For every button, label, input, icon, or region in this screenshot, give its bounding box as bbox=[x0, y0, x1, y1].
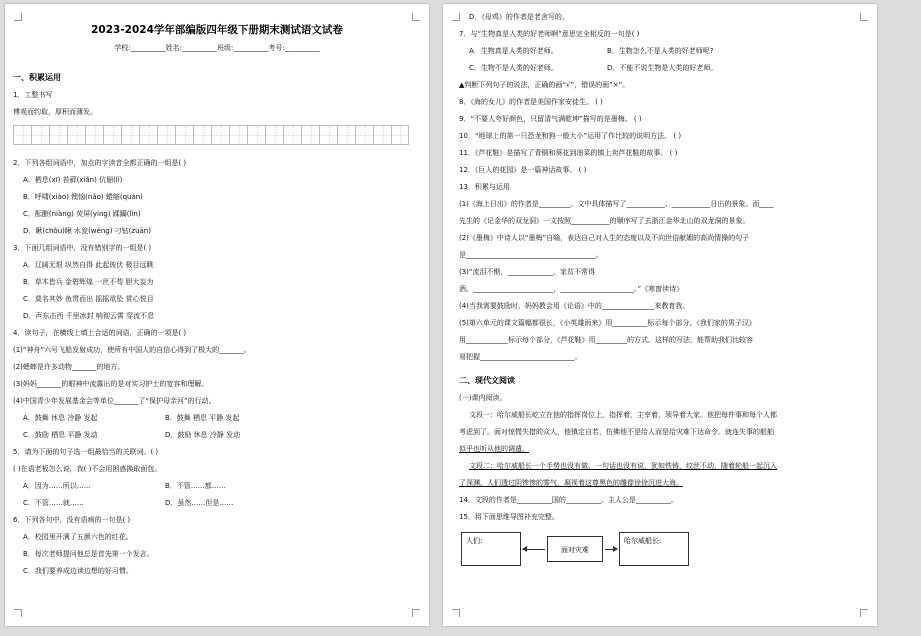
student-info-line: 学校:__________姓名:__________班级:__________考号:__________ bbox=[114, 44, 320, 52]
option-line: A．校园里开满了五颜六色的红花。 bbox=[23, 533, 133, 541]
question-line: 3．下面几组词语中，没有错别字的一组是( ) bbox=[13, 244, 152, 252]
option-c: C．生物不是人类的好老师。 bbox=[469, 64, 558, 72]
option-line: C．我们要养成边读边想的好习惯。 bbox=[23, 567, 133, 575]
mind-map-left-box[interactable] bbox=[461, 532, 521, 566]
page-corner-mark bbox=[452, 609, 460, 617]
question-line: (5)第六单元的课文篇幅都很长，《小英雄雨来》用__________标示每个部分，《我们家的男子汉》 bbox=[459, 319, 756, 327]
option-row bbox=[459, 47, 867, 56]
question-line: (1)“神舟”六号飞船发射成功，使所有中国人的自信心得到了极大的_______。 bbox=[13, 346, 251, 354]
passage-line: 文段二：哈尔威船长一个手势也没有做，一句话也没有说，犹如铁铸，纹丝不动，随着轮船一起沉入 bbox=[469, 462, 777, 470]
option-a: A．鼓舞 休息 冷静 发起 bbox=[23, 414, 98, 422]
question-line: ( )在语老板怎么说，我( )不会用困惑换取面包。 bbox=[13, 465, 162, 473]
question-line: 用____________标示每个部分，《芦花鞋》用_________的方式。这样的写法，能帮助我们比较容 bbox=[459, 336, 753, 344]
question-line: (4)当我需要鼓励时，妈妈教会用《论语》中的_______________来教育我。 bbox=[459, 302, 690, 310]
passage-line: 似乎也听从他的调遣。 bbox=[459, 445, 529, 453]
option-b: B．生物怎么不是人类的好老师呢? bbox=[607, 47, 714, 55]
option-b: B．鼓舞 栖息 平静 发起 bbox=[165, 414, 240, 422]
exam-page-1 bbox=[5, 4, 429, 626]
option-b: B．不管……都…… bbox=[165, 482, 226, 490]
option-row bbox=[13, 482, 421, 491]
question-line: (4)中国青少年发展基金会等单位_______了“保护母亲河”的行动。 bbox=[13, 397, 216, 405]
subsection-heading: (一)课内阅读。 bbox=[459, 394, 507, 402]
mind-map-diagram bbox=[459, 530, 867, 570]
page-corner-mark bbox=[860, 609, 868, 617]
question-line: 是_____________________________________。 bbox=[459, 251, 603, 259]
section-heading: 二、现代文阅读 bbox=[459, 376, 515, 385]
handwriting-grid[interactable] bbox=[13, 125, 413, 145]
mind-map-left-label: 人们: bbox=[466, 537, 483, 545]
question-line: 1．工整书写 bbox=[13, 91, 53, 99]
option-a: A．生物真是人类的好老师。 bbox=[469, 47, 558, 55]
question-line: 7．与“生物真是人类的好老师啊”意思完全相反的一句是( ) bbox=[459, 30, 640, 38]
passage-line: 考虑到了。面对惊慌失措的众人，他镇定自若，仿佛他不是给人而是给灾难下达命令。就连失事的船舶 bbox=[459, 428, 774, 436]
question-line: 2．下列各组词语中，加点的字读音全都正确的一组是( ) bbox=[13, 159, 187, 167]
mind-map-center-label: 面对灾难 bbox=[561, 546, 589, 554]
option-c: C．不管……就…… bbox=[23, 499, 84, 507]
option-line: B．每次老师提问他总是首先第一个发言。 bbox=[23, 550, 154, 558]
question-line: 13．积累与运用 bbox=[459, 183, 510, 191]
passage-line: 文段一：哈尔威船长屹立在他的指挥岗位上，指挥着，主宰着，领导着大家。他把每件事和每个人都 bbox=[469, 411, 777, 419]
option-line: D．《母鸡》的作者是老舍写的。 bbox=[469, 13, 569, 21]
option-row bbox=[13, 431, 421, 440]
question-line: 先生的《记金华的双龙洞》一文按照___________的顺序写了去浙江金华北山的双龙洞的景象。 bbox=[459, 217, 750, 225]
page-corner-mark bbox=[412, 609, 420, 617]
question-line: (1)《海上日出》的作者是_________。文中具体描写了___________、___________日出的景象。而____ bbox=[459, 200, 774, 208]
question-line: 8．《海的女儿》的作者是美国作家安徒生。 ( ) bbox=[459, 98, 603, 106]
section-heading: 一、积累运用 bbox=[13, 73, 61, 82]
question-line: 4．读句子，在横线上填上合适的词语，正确的一项是( ) bbox=[13, 329, 187, 337]
option-line: D．声东击西 千里冰封 响彻云霄 穿流不息 bbox=[23, 312, 155, 320]
question-line: 酒。_______________________，_____________________。”《寒窗读诗》 bbox=[459, 285, 684, 293]
question-line: 5．请为下面的句子选一组最恰当的关联词。( ) bbox=[13, 448, 159, 456]
question-line: 9．“不要人夸好颜色，只留清气满乾坤”描写的是墨梅。 ( ) bbox=[459, 115, 642, 123]
question-line: 11．《芦花鞋》是描写了青铜和葵花到油菜的镇上卖芦花鞋的故事。 ( ) bbox=[459, 149, 678, 157]
page-corner-mark bbox=[412, 13, 420, 21]
question-line: 博观而约取，厚积而薄发。 bbox=[13, 108, 97, 116]
option-row bbox=[13, 414, 421, 423]
page-corner-mark bbox=[14, 13, 22, 21]
page-corner-mark bbox=[14, 609, 22, 617]
question-line: (2)《墨梅》中诗人以“墨梅”自喻，表达自己对人生的态度以及不向世俗献媚的高尚情操的句子 bbox=[459, 234, 750, 242]
option-line: C．莫名其妙 鱼贯而出 摇摇欲坠 赏心悦目 bbox=[23, 295, 154, 303]
question-line: (2)蟋蟀是许多动物_______的地方。 bbox=[13, 363, 125, 371]
question-line: 10．“地球上的第一只恐龙和狗一般大小”运用了作比较的说明方法。 ( ) bbox=[459, 132, 682, 140]
option-line: D．瞅(chǒu)瞅 水瓮(wèng) 刁钻(zuān) bbox=[23, 227, 151, 235]
question-line: 6．下列各句中，没有语病的一句是( ) bbox=[13, 516, 131, 524]
mind-map-right-label: 哈尔威船长: bbox=[624, 537, 662, 545]
mind-map-center-box bbox=[547, 536, 603, 562]
instruction-line: ▲判断下列句子的说法，正确的画“√”，错误的画“×”。 bbox=[459, 81, 630, 89]
question-line: (3)“流泪不惭，_____________，家贫不常得 bbox=[459, 268, 596, 276]
passage-line: 了深渊。人们透过阴惨惨的雾气，凝视着这尊黑色的雕像徐徐沉进大海。 bbox=[459, 479, 683, 487]
option-row bbox=[13, 499, 421, 508]
option-line: B．草木皆兵 金碧辉煌 一丝不苟 胆大妄为 bbox=[23, 278, 154, 286]
option-a: A．因为……所以…… bbox=[23, 482, 91, 490]
option-c: C．鼓励 栖息 平静 发动 bbox=[23, 431, 98, 439]
option-d: D．鼓励 休息 冷静 发动 bbox=[165, 431, 241, 439]
option-line: A．辽阔无垠 纵然自得 此起彼伏 极目远眺 bbox=[23, 261, 154, 269]
exam-title: 2023-2024学年部编版四年级下册期末测试语文试卷 bbox=[91, 24, 343, 36]
question-line: (3)妈妈_______的眼神中流露出的是对实习护士的宽容和理解。 bbox=[13, 380, 209, 388]
option-line: A．栖息(xī) 苔藓(xiǎn) 伉俪(lì) bbox=[23, 176, 123, 184]
question-line: 15．将下面思维导图补充完整。 bbox=[459, 513, 559, 521]
question-line: 12．《巨人的花园》是一篇神话故事。 ( ) bbox=[459, 166, 587, 174]
option-line: C．酝酿(niàng) 荧屏(yíng) 蹂躏(lìn) bbox=[23, 210, 141, 218]
question-line: 14．文段的作者是__________国的__________，主人公是__________。 bbox=[459, 496, 678, 504]
option-d: D．虽然……但是…… bbox=[165, 499, 234, 507]
mind-map-right-box[interactable] bbox=[619, 532, 689, 566]
exam-page-2 bbox=[443, 4, 877, 626]
option-row bbox=[459, 64, 867, 73]
option-line: B．呼啸(xiào) 懊恼(nǎo) 蜷缩(quán) bbox=[23, 193, 143, 201]
option-d: D．不能不说生物是人类的好老师。 bbox=[607, 64, 718, 72]
arrow-right-icon bbox=[605, 549, 617, 550]
arrow-left-icon bbox=[523, 549, 545, 550]
question-line: 易把握___________________________。 bbox=[459, 353, 582, 361]
